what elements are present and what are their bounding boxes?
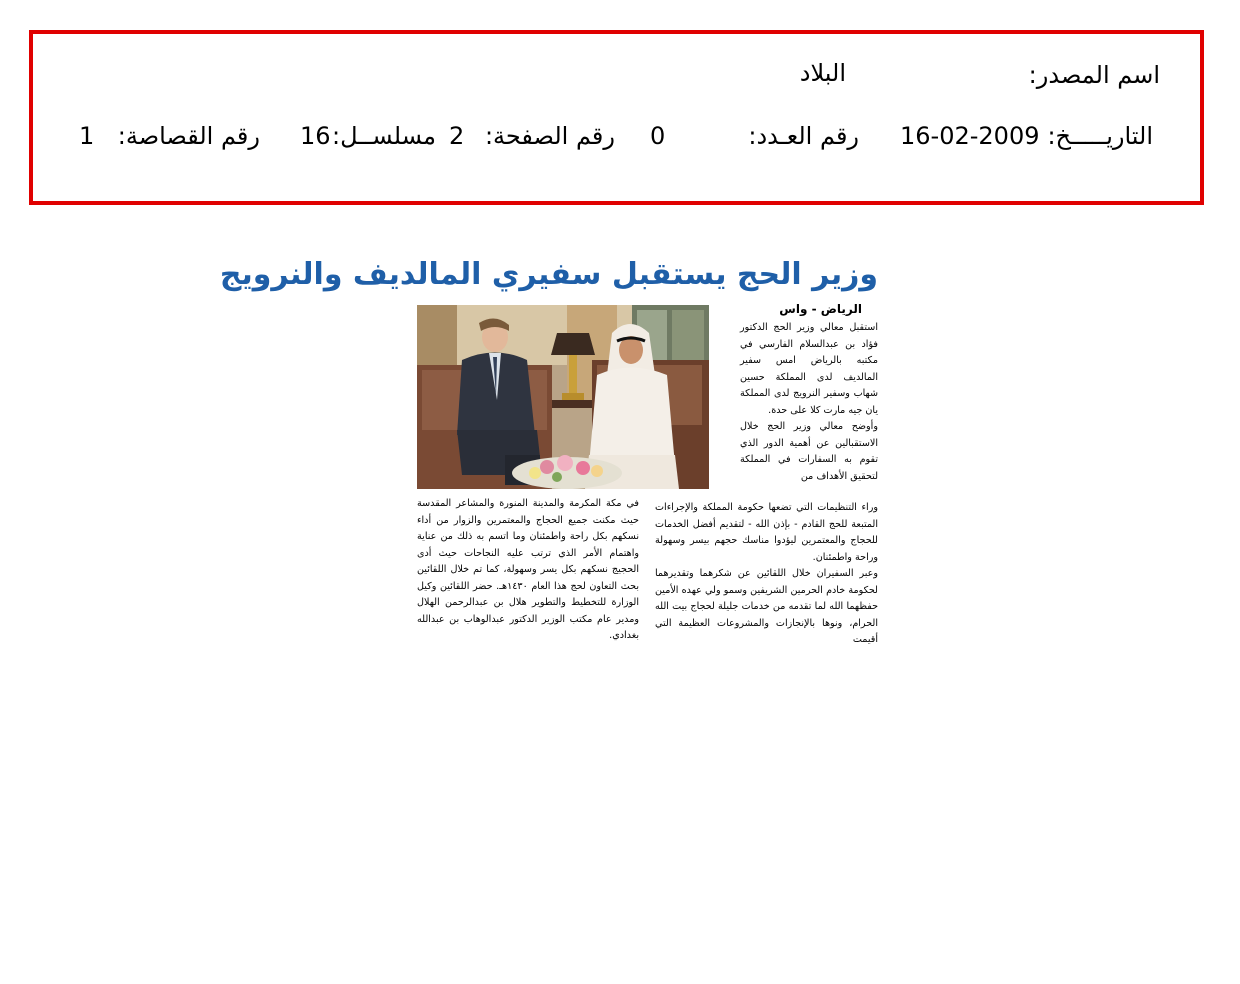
article-paragraph: وراء التنظيمات التي تضعها حكومة المملكة والإجراءات المتبعة للحج القادم - بإذن الله - لتقديم أفضل الخدمات للحجاج والمعتمرين ليؤدوا مناسك حجهم بيسر وسهولة وراحة واطمئنان. [655,502,878,563]
article-paragraph: وأوضح معالي وزير الحج خلال الاستقبالين عن أهمية الدور الذي تقوم به السفارات في المملكة لتحقيق الأهداف من [740,421,878,482]
source-label: اسم المصدر: [1028,61,1160,89]
clip-number-label: رقم القصاصة: [117,122,260,150]
source-value: البلاد [799,59,846,87]
serial-value: 16 [300,122,331,150]
issue-value: 0 [650,122,666,150]
article-column-right-top [740,320,878,500]
serial-label: مسلســل: [332,122,436,150]
issue-label: رقم العـدد: [748,122,859,150]
page-label: رقم الصفحة: [484,122,615,150]
meeting-photo-image [417,305,709,489]
article-paragraph: استقبل معالي وزير الحج الدكتور فؤاد بن عبدالسلام الفارسي في مكتبه بالرياض امس سفير المالديف لدى المملكة حسين شهاب وسفير النرويج لدى المملكة يان جيه مارت كلا على حدة. [740,322,878,416]
article-column-left [417,496,639,641]
article-photo [417,305,709,489]
article-headline: وزير الحج يستقبل سفيري المالديف والنرويج [219,257,878,292]
date-value: 16-02-2009 [900,122,1040,150]
article-column-right-bottom [655,500,878,645]
article-dateline: الرياض - واس [779,302,862,316]
date-label: التاريـــــخ: [1047,122,1153,150]
clipping-info-frame [29,30,1204,205]
clip-number-value: 1 [79,122,95,150]
article-paragraph: في مكة المكرمة والمدينة المنورة والمشاعر المقدسة حيث مكنت جميع الحجاج والمعتمرين والزوار من أداء نسكهم بكل راحة واطمئنان وما اتسم به ذلك من عناية واهتمام الأمر الذي ترتب عليه النجاحات حيث أدى الحجيج نسكهم بكل يسر وسهولة، كما تم خلال اللقائين بحث التعاون لحج هذا العام ١٤٣٠هـ. حضر اللقائين وكيل الوزارة للتخطيط والتطوير هلال بن عبدالرحمن الهلال ومدير عام مكتب الوزير الدكتور عبدالوهاب بن عبدالله بغدادي. [417,498,639,641]
page-value: 2 [449,122,465,150]
article-paragraph: وعبر السفيران خلال اللقائين عن شكرهما وتقديرهما لحكومة خادم الحرمين الشريفين وسمو ولي عهده الأمين حفظهما الله لما تقدمه من خدمات جليلة لحجاج بيت الله الحرام، ونوها بالإنجازات والمشروعات العظيمة التي أقيمت [655,568,878,645]
